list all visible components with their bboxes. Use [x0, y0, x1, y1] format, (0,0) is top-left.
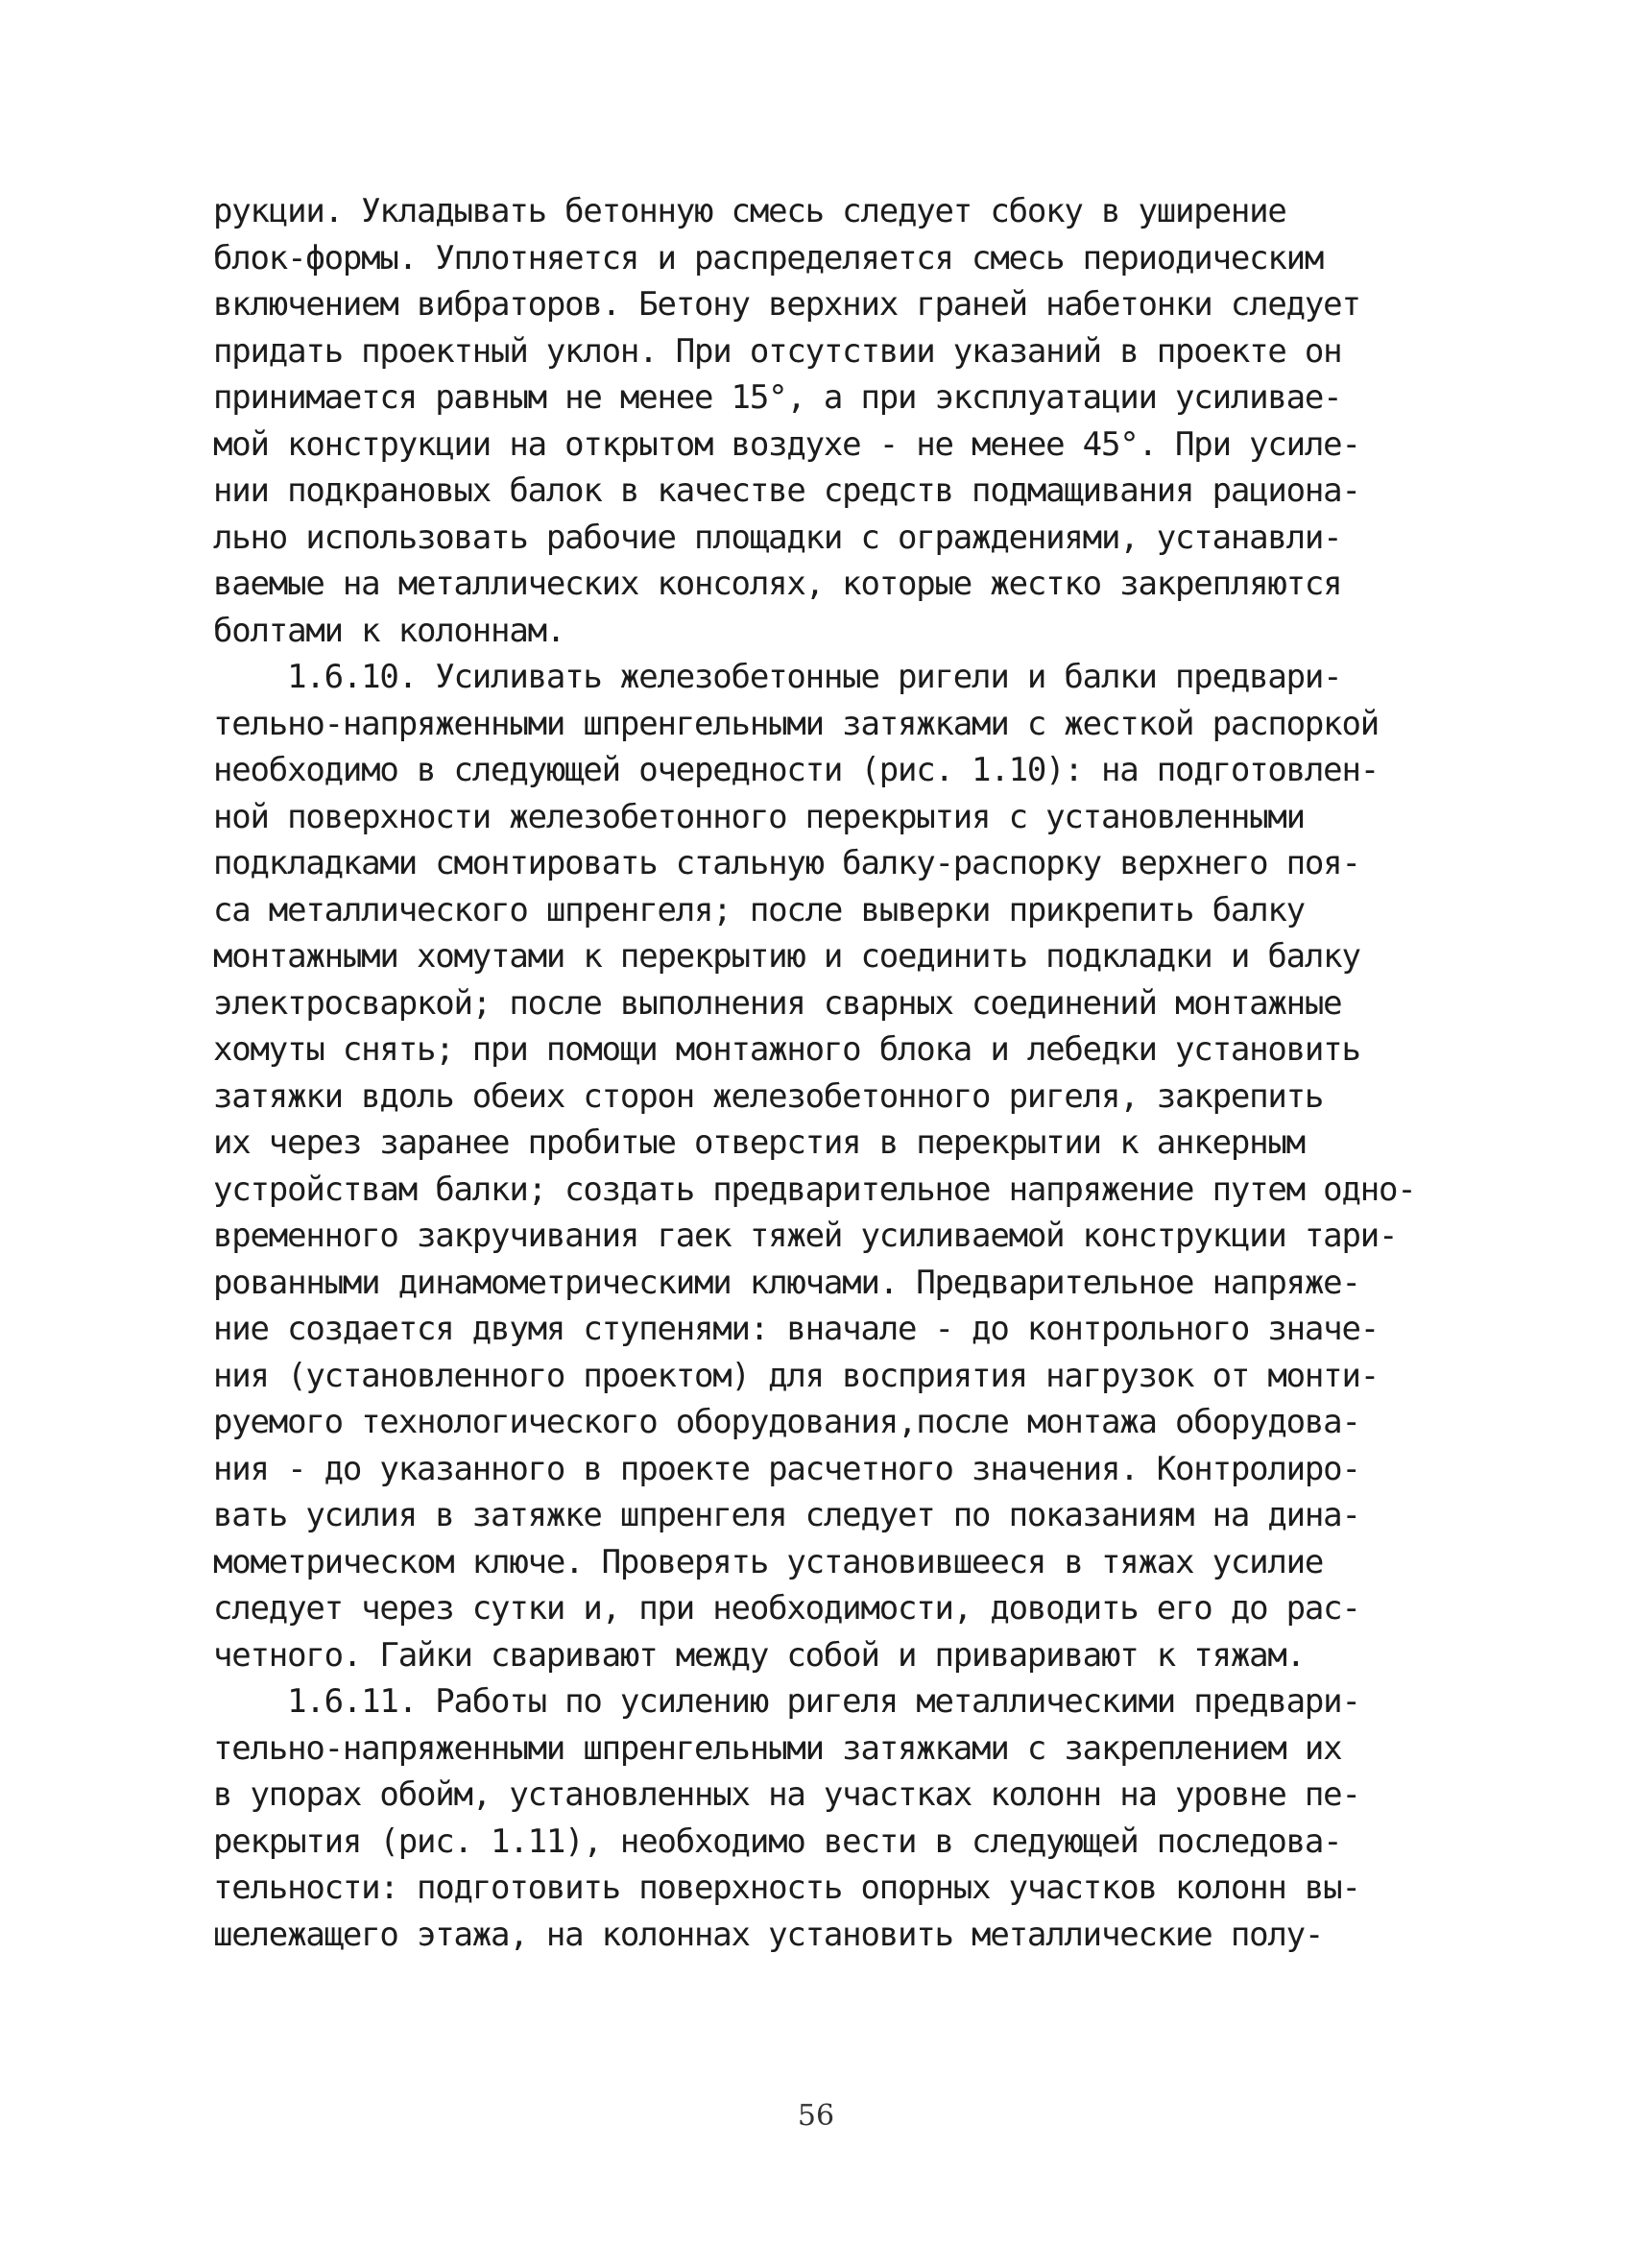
text-line: шележащего этажа, на колоннах установить металлические полу-	[213, 1915, 1324, 1954]
text-line: нии подкрановых балок в качестве средств подмащивания рациона-	[213, 471, 1360, 510]
text-line: ния (установленного проектом) для восприятия нагрузок от монти-	[213, 1356, 1379, 1395]
text-line: необходимо в следующей очередности (рис. 1.10): на подготовлен-	[213, 751, 1379, 789]
text-line: их через заранее пробитые отверстия в перекрытии к анкерным	[213, 1123, 1305, 1162]
text-line: в упорах обойм, установленных на участках колонн на уровне пе-	[213, 1775, 1360, 1814]
text-line: блок-формы. Уплотняется и распределяется смесь периодическим	[213, 238, 1324, 277]
text-line: устройствам балки; создать предварительное напряжение путем одно-	[213, 1170, 1416, 1209]
text-line: тельности: подготовить поверхность опорных участков колонн вы-	[213, 1869, 1360, 1907]
text-line: ния - до указанного в проекте расчетного значения. Контролиро-	[213, 1449, 1360, 1488]
text-line: ной поверхности железобетонного перекрытия с установленными	[213, 797, 1305, 836]
text-line: тельно-напряженными шпренгельными затяжками с закреплением их	[213, 1728, 1342, 1768]
text-line: болтами к колоннам.	[213, 611, 565, 650]
text-line: рованными динамометрическими ключами. Предварительное напряже-	[213, 1263, 1360, 1302]
text-line: включением вибраторов. Бетону верхних граней набетонки следует	[213, 285, 1360, 324]
text-line: льно использовать рабочие площадки с ограждениями, устанавли-	[213, 518, 1342, 557]
section-heading-line: 1.6.11. Работы по усилению ригеля металлическими предвари-	[213, 1682, 1360, 1721]
text-line: рукции. Укладывать бетонную смесь следует сбоку в уширение	[213, 192, 1286, 230]
page-number: 56	[797, 2099, 835, 2133]
text-line: вать усилия в затяжке шпренгеля следует по показаниям на дина-	[213, 1496, 1360, 1534]
text-line: затяжки вдоль обеих сторон железобетонного ригеля, закрепить	[213, 1076, 1324, 1116]
text-line: четного. Гайки сваривают между собой и приваривают к тяжам.	[213, 1635, 1305, 1675]
text-line: са металлического шпренгеля; после выверки прикрепить балку	[213, 890, 1305, 929]
text-line: временного закручивания гаек тяжей усиливаемой конструкции тари-	[213, 1217, 1398, 1255]
text-line: хомуты снять; при помощи монтажного блока и лебедки установить	[213, 1030, 1360, 1069]
text-line: монтажными хомутами к перекрытию и соединить подкладки и балку	[213, 937, 1360, 976]
text-line: принимается равным не менее 15°, а при эксплуатации усиливае-	[213, 378, 1342, 417]
text-line: рекрытия (рис. 1.11), необходимо вести в следующей последова-	[213, 1822, 1342, 1861]
text-line: мой конструкции на открытом воздухе - не менее 45°. При усиле-	[213, 424, 1360, 464]
text-line: ние создается двумя ступенями: вначале - до контрольного значе-	[213, 1310, 1379, 1348]
text-line: следует через сутки и, при необходимости, доводить его до рас-	[213, 1589, 1360, 1628]
text-line: подкладками смонтировать стальную балку-распорку верхнего поя-	[213, 844, 1360, 882]
text-line: тельно-напряженными шпренгельными затяжками с жесткой распоркой	[213, 704, 1379, 743]
text-line: электросваркой; после выполнения сварных соединений монтажные	[213, 983, 1342, 1023]
text-line: руемого технологического оборудования,после монтажа оборудова-	[213, 1403, 1360, 1441]
text-line: мометрическом ключе. Проверять установившееся в тяжах усилие	[213, 1542, 1324, 1581]
body-text	[213, 188, 1500, 1958]
section-heading-line: 1.6.10. Усиливать железобетонные ригели и балки предвари-	[213, 658, 1342, 696]
text-line: ваемые на металлических консолях, которые жестко закрепляются	[213, 565, 1342, 603]
text-line: придать проектный уклон. При отсутствии указаний в проекте он	[213, 331, 1342, 371]
